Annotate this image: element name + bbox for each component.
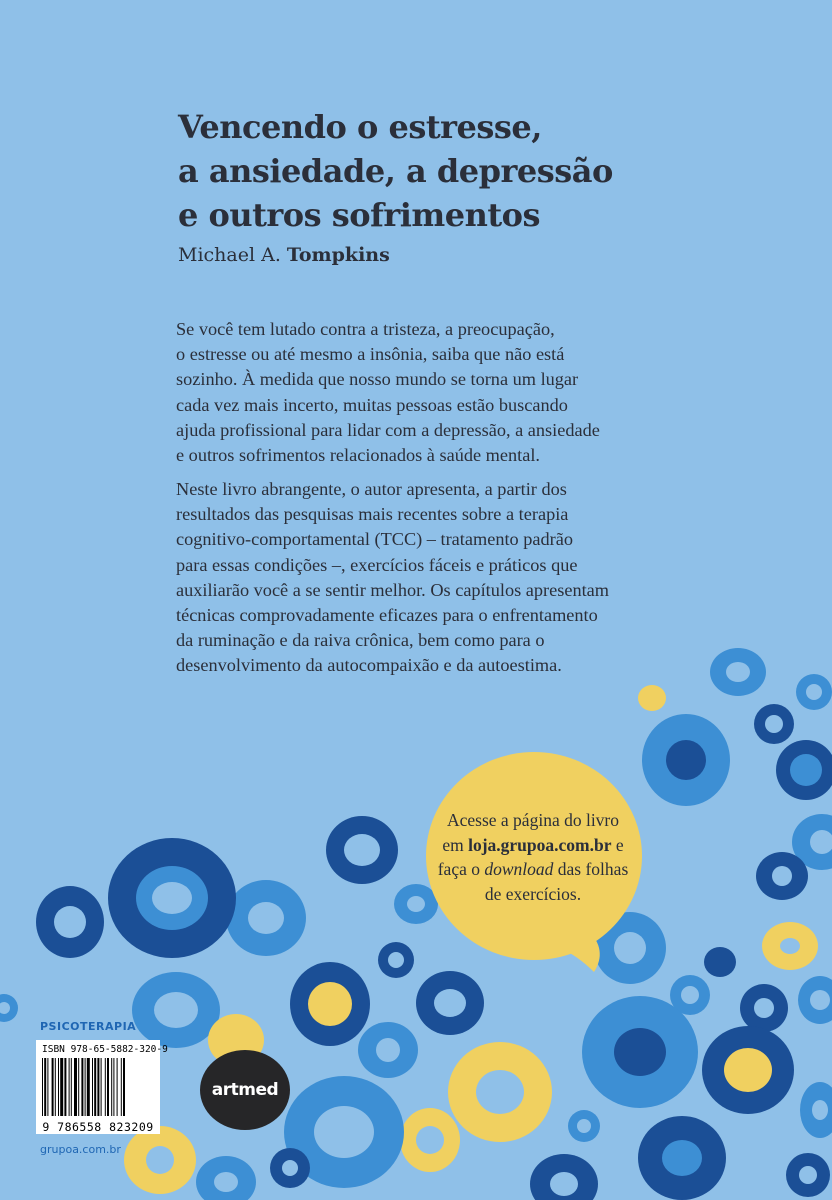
store-link[interactable]: loja.grupoa.com.br xyxy=(468,834,612,855)
text-line: da ruminação e da raiva crônica, bem como para o xyxy=(176,630,545,651)
text-line: Se você tem lutado contra a tristeza, a preocupação, xyxy=(176,319,555,339)
text-line: o estresse ou até mesmo a insônia, saiba que não está xyxy=(176,344,565,365)
text-line: Neste livro abrangente, o autor apresenta, a partir dos xyxy=(176,479,567,499)
barcode-bars xyxy=(40,1058,156,1118)
description-paragraph-2 xyxy=(176,477,646,679)
callout-line xyxy=(420,857,646,882)
callout-text: das folhas xyxy=(553,859,629,879)
text-line: auxiliarão você a se sentir melhor. Os capítulos apresentam xyxy=(176,579,610,600)
text-line: e outros sofrimentos relacionados à saúde mental. xyxy=(176,445,540,466)
download-callout xyxy=(420,808,646,906)
title-line: e outros sofrimentos xyxy=(178,196,541,234)
category-label: PSICOTERAPIA xyxy=(40,1020,137,1033)
callout-line: Acesse a página do livro xyxy=(446,810,620,830)
description-paragraph-1 xyxy=(176,317,646,468)
text-line: desenvolvimento da autocompaixão e da autoestima. xyxy=(176,655,562,676)
publisher-logo xyxy=(200,1050,290,1130)
publisher-logo-text: artmed xyxy=(211,1080,279,1100)
title-line: a ansiedade, a depressão xyxy=(178,152,613,190)
title-line: Vencendo o estresse, xyxy=(178,108,542,146)
text-line: resultados das pesquisas mais recentes sobre a terapia xyxy=(176,504,569,525)
publisher-website[interactable]: grupoa.com.br xyxy=(40,1143,121,1156)
author-name xyxy=(178,244,390,266)
book-title xyxy=(178,105,738,237)
author-first-name: Michael A. xyxy=(178,244,281,266)
text-line: sozinho. À medida que nosso mundo se torna um lugar xyxy=(176,369,579,390)
isbn-label: ISBN 978-65-5882-320-9 xyxy=(42,1044,168,1055)
text-line: técnicas comprovadamente eficazes para o enfrentamento xyxy=(176,605,598,626)
barcode-digits: 9 786558 823209 xyxy=(42,1120,154,1134)
text-line: ajuda profissional para lidar com a depressão, a ansiedade xyxy=(176,419,600,440)
callout-text: e xyxy=(611,834,624,855)
callout-italic: download xyxy=(484,859,554,879)
callout-line: de exercícios. xyxy=(484,883,582,904)
text-line: cada vez mais incerto, muitas pessoas estão buscando xyxy=(176,394,568,415)
text-line: cognitivo-comportamental (TCC) – tratamento padrão xyxy=(176,529,573,550)
callout-line xyxy=(420,833,646,858)
author-last-name: Tompkins xyxy=(286,244,390,266)
callout-text: faça o xyxy=(437,859,485,879)
callout-text: em xyxy=(442,834,469,855)
text-line: para essas condições –, exercícios fáceis e práticos que xyxy=(176,554,578,575)
isbn-barcode xyxy=(36,1040,168,1134)
